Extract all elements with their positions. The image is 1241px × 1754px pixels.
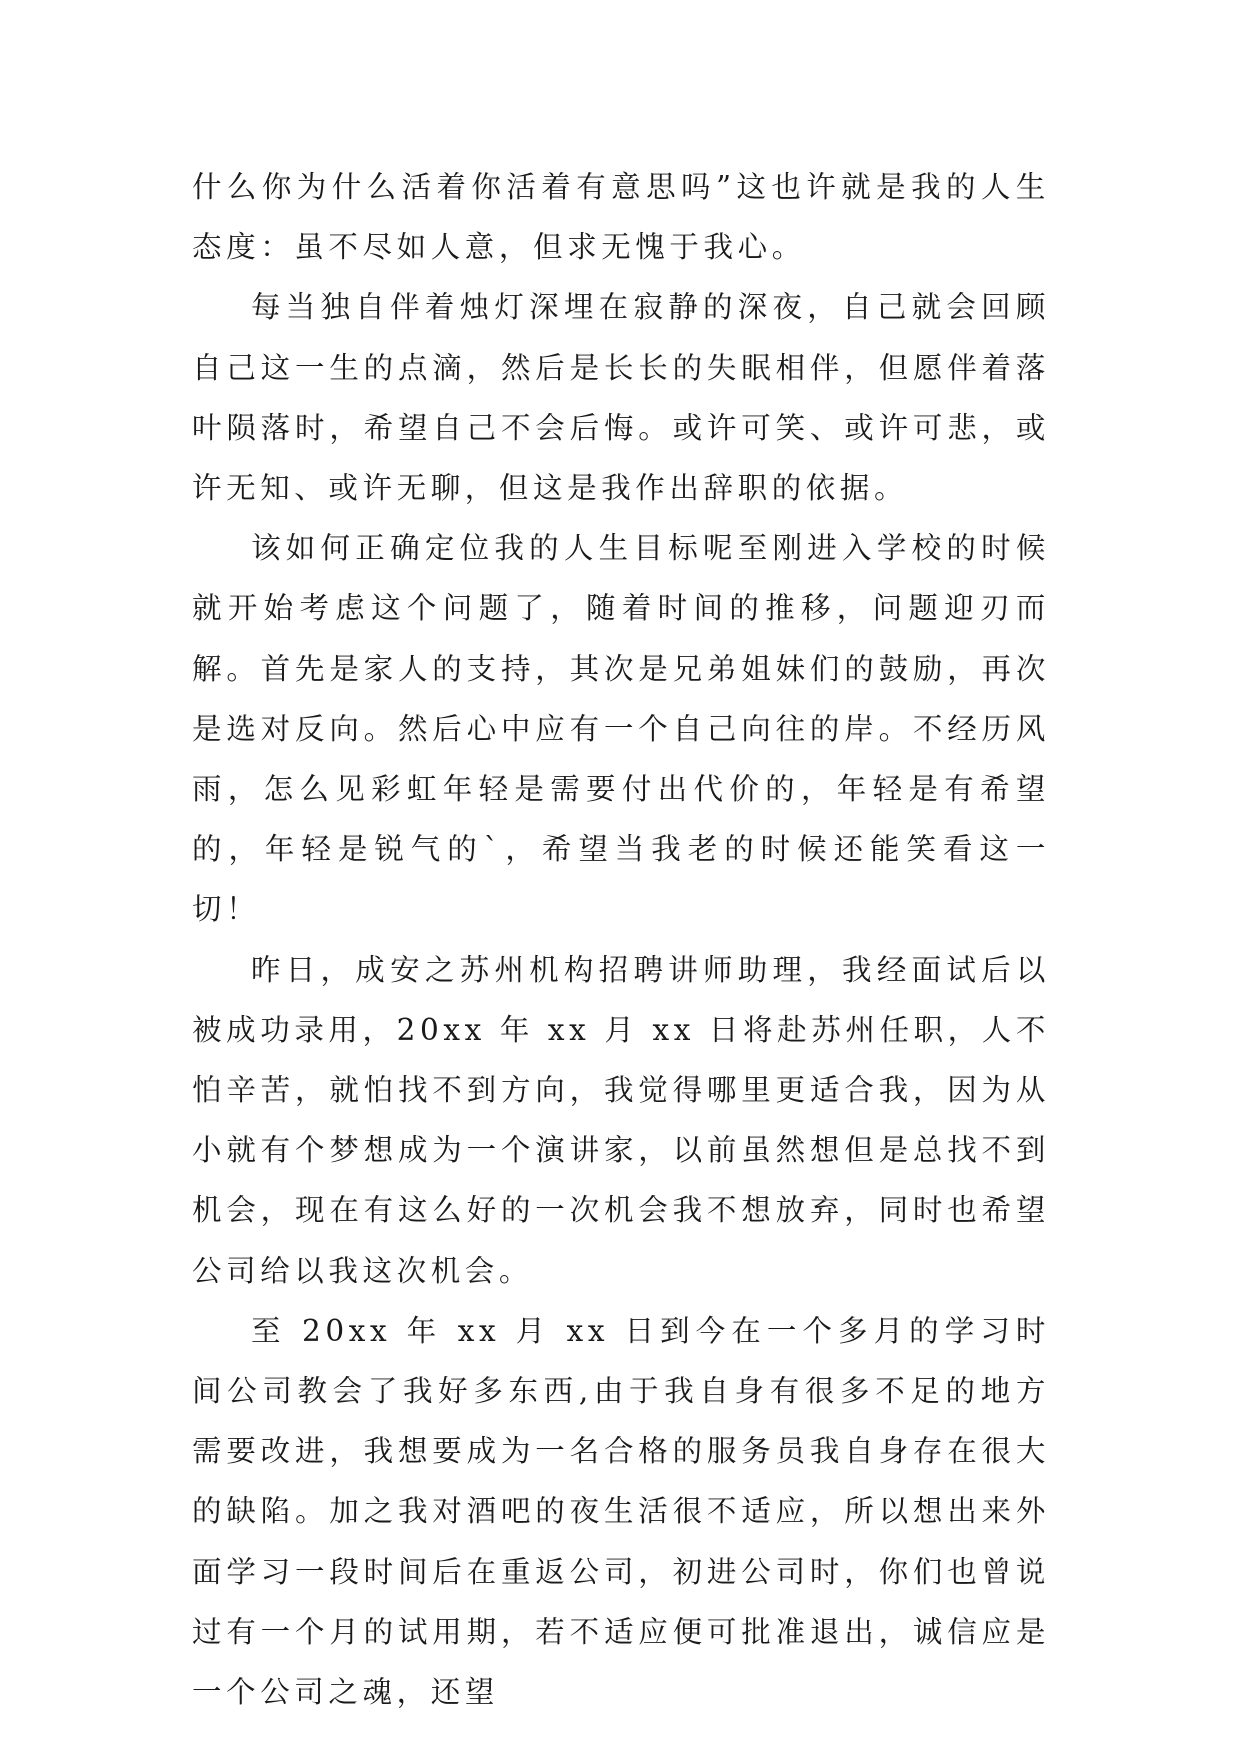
paragraph-5: 至 20xx 年 xx 月 xx 日到今在一个多月的学习时间公司教会了我好多东西,由于我自身有很多不足的地方需要改进，我想要成为一名合格的服务员我自身存在很大的缺陷。加之我对酒吧的夜生活很不适应，所以想出来外面学习一段时间后在重返公司，初进公司时，你们也曾说过有一个月的试用期，若不适应便可批准退出，诚信应是一个公司之魂，还望 — [192, 1313, 1050, 1710]
paragraph-1: 什么你为什么活着你活着有意思吗”这也许就是我的人生态度：虽不尽如人意，但求无愧于我心。 — [192, 170, 1050, 265]
paragraph-4: 昨日，成安之苏州机构招聘讲师助理，我经面试后以被成功录用，20xx 年 xx 月 xx 日将赴苏州任职，人不怕辛苦，就怕找不到方向，我觉得哪里更适合我，因为从小就有个梦想成为一个演讲家，以前虽然想但是总找不到机会，现在有这么好的一次机会我不想放弃，同时也希望公司给以我这次机会。 — [192, 952, 1050, 1288]
document-body — [192, 157, 1050, 1722]
paragraph-3: 该如何正确定位我的人生目标呢至刚进入学校的时候就开始考虑这个问题了，随着时间的推移，问题迎刃而解。首先是家人的支持，其次是兄弟姐妹们的鼓励，再次是选对反向。然后心中应有一个自己向往的岸。不经历风雨，怎么见彩虹年轻是需要付出代价的，年轻是有希望的，年轻是锐气的`，希望当我老的时候还能笑看这一切！ — [192, 531, 1050, 927]
paragraph-2: 每当独自伴着烛灯深埋在寂静的深夜，自己就会回顾自己这一生的点滴，然后是长长的失眠相伴，但愿伴着落叶陨落时，希望自己不会后悔。或许可笑、或许可悲，或许无知、或许无聊，但这是我作出辞职的依据。 — [192, 290, 1050, 506]
